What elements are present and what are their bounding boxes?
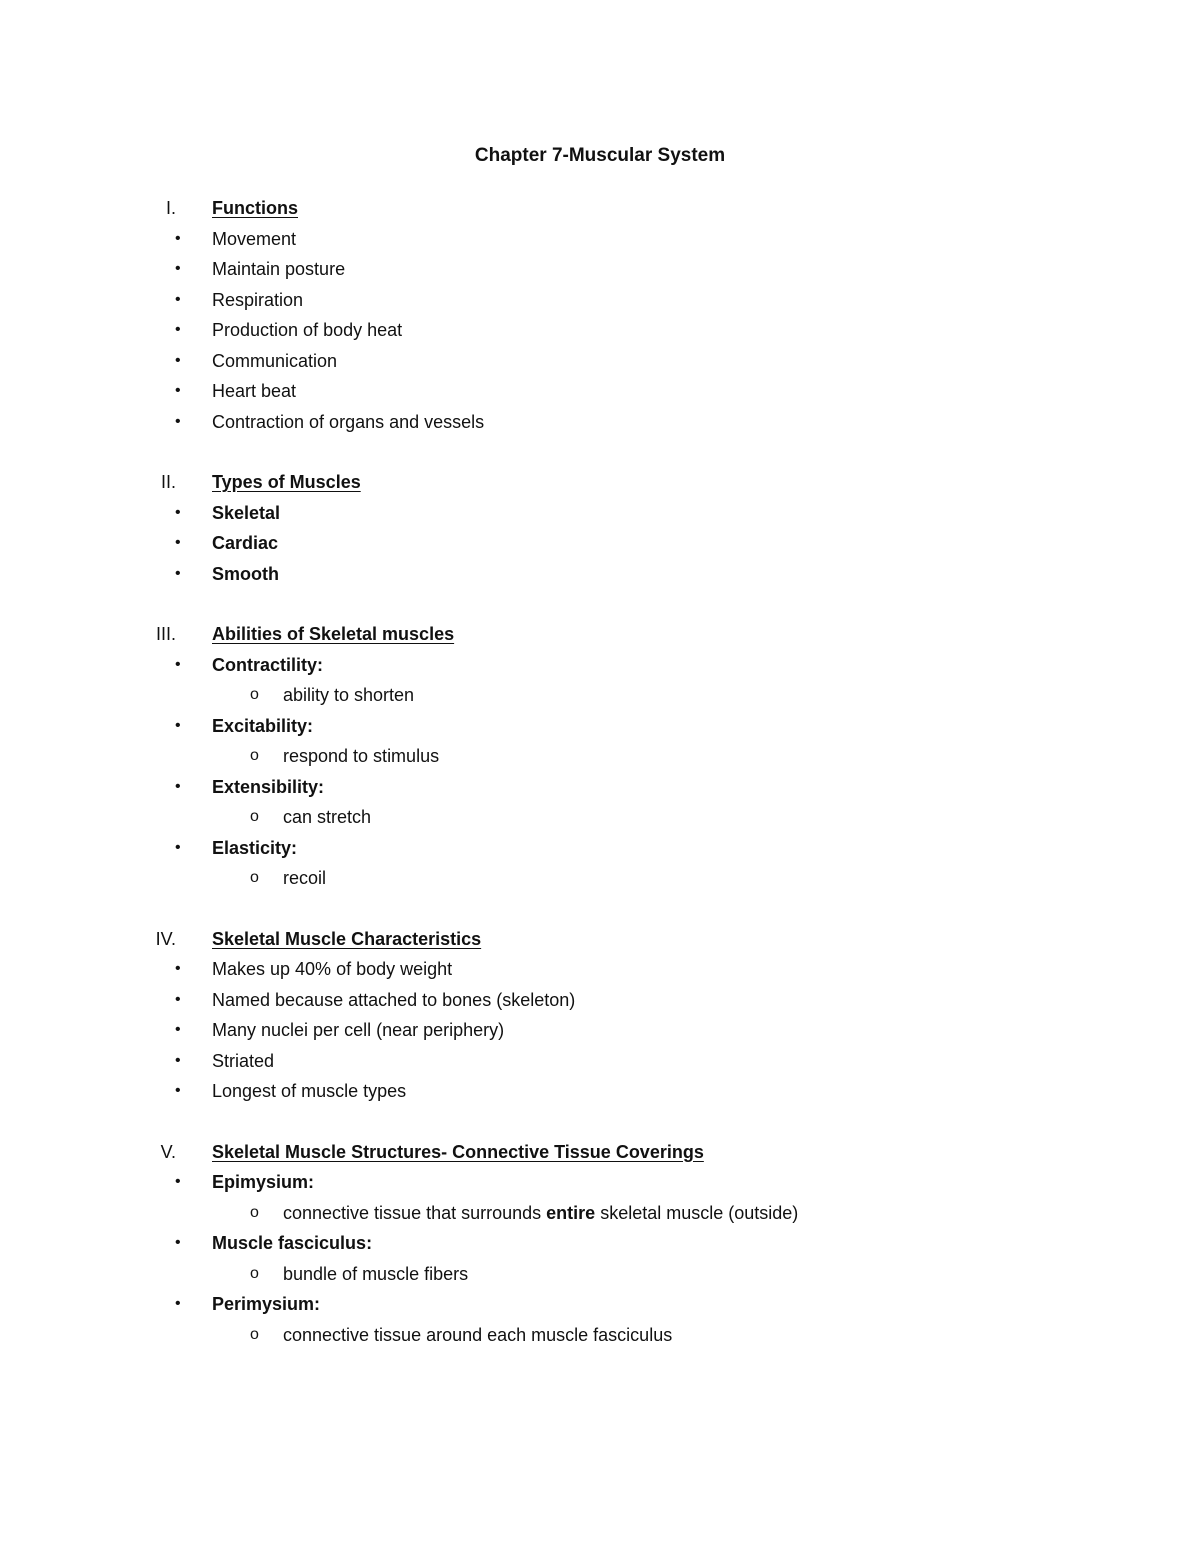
bullet-icon: • [175, 290, 181, 308]
outline-section [0, 467, 1200, 589]
bullet-icon: • [175, 1021, 181, 1038]
list-item-text: Contractility: [212, 654, 324, 675]
bullet-icon: • [175, 655, 181, 673]
bullet-icon: • [175, 564, 181, 582]
list-item [0, 833, 1200, 864]
section-heading-row [0, 619, 1200, 650]
section-heading: Functions [212, 198, 298, 218]
list-item-text: Cardiac [212, 533, 279, 553]
outline-section [0, 1137, 1200, 1351]
list-item-text: Extensibility: [212, 776, 325, 797]
sub-text-part: bundle of muscle fibers [283, 1263, 469, 1284]
sub-list-item-text [283, 1198, 798, 1229]
bullet-icon: • [175, 534, 181, 551]
bullet-icon: • [175, 1234, 181, 1251]
sub-text-part: respond to stimulus [283, 746, 440, 766]
list-item [0, 650, 1200, 681]
section-heading-row [0, 1137, 1200, 1168]
list-item-text: Many nuclei per cell (near periphery) [212, 1020, 505, 1040]
sub-bullet-icon: o [250, 747, 259, 764]
list-item-text: Heart beat [212, 381, 297, 401]
list-item-text: Longest of muscle types [212, 1081, 407, 1101]
list-item [0, 224, 1200, 255]
list-item [0, 711, 1200, 742]
list-item [0, 407, 1200, 438]
list-item [0, 985, 1200, 1016]
section-numeral: IV. [155, 928, 176, 949]
list-item-text: Muscle fasciculus: [212, 1233, 373, 1253]
list-item-text: Smooth [212, 563, 279, 584]
bullet-icon: • [175, 838, 181, 856]
list-item-text: Named because attached to bones (skeleton) [212, 989, 576, 1010]
section-heading-row [0, 193, 1200, 224]
list-item [0, 1015, 1200, 1046]
list-item [0, 315, 1200, 346]
sub-list-item [0, 1198, 1200, 1229]
section-heading-row [0, 467, 1200, 498]
section-heading: Abilities of Skeletal muscles [212, 624, 455, 644]
sub-list-item-text [283, 1320, 672, 1351]
list-item-text: Maintain posture [212, 259, 346, 279]
sub-text-part: ability to shorten [283, 685, 415, 705]
sub-list-item-text [283, 680, 414, 711]
list-item-text: Movement [212, 228, 297, 249]
bullet-icon: • [175, 716, 181, 734]
list-item [0, 1228, 1200, 1259]
section-numeral: II. [160, 472, 176, 492]
list-item-text: Makes up 40% of body weight [212, 959, 453, 979]
sub-text-part: entire [546, 1202, 596, 1223]
list-item [0, 1076, 1200, 1107]
list-item [0, 1167, 1200, 1198]
sub-bullet-icon: o [250, 1325, 259, 1343]
sub-list-item-text [283, 863, 326, 894]
list-item [0, 346, 1200, 377]
sub-list-item [0, 741, 1200, 772]
list-item-text: Epimysium: [212, 1172, 315, 1192]
list-item [0, 528, 1200, 559]
list-item-text: Striated [212, 1050, 275, 1071]
sub-bullet-icon: o [250, 869, 259, 886]
sub-list-item-text [283, 741, 439, 772]
list-item-text: Skeletal [212, 502, 281, 523]
section-numeral: I. [165, 198, 176, 218]
list-item [0, 1046, 1200, 1077]
sub-list-item [0, 1259, 1200, 1290]
list-item-text: Production of body heat [212, 320, 403, 340]
list-item-text: Perimysium: [212, 1294, 321, 1314]
bullet-icon: • [175, 1173, 181, 1190]
sub-list-item [0, 802, 1200, 833]
bullet-icon: • [175, 229, 181, 247]
bullet-icon: • [175, 321, 181, 338]
list-item [0, 254, 1200, 285]
bullet-icon: • [175, 1295, 181, 1312]
list-item [0, 498, 1200, 529]
list-item-text: Communication [212, 350, 338, 371]
bullet-icon: • [175, 777, 181, 795]
sub-list-item [0, 863, 1200, 894]
sub-list-item [0, 680, 1200, 711]
section-numeral: V. [160, 1141, 176, 1162]
section-heading: Skeletal Muscle Characteristics [212, 928, 482, 949]
sub-text-part: skeletal muscle (outside) [595, 1202, 799, 1223]
section-numeral: III. [155, 624, 176, 644]
bullet-icon: • [175, 382, 181, 399]
outline-section [0, 924, 1200, 1107]
sub-bullet-icon: o [250, 686, 259, 703]
list-item [0, 559, 1200, 590]
list-item-text: Contraction of organs and vessels [212, 411, 485, 432]
bullet-icon: • [175, 260, 181, 277]
sub-list-item-text [283, 802, 371, 833]
list-item-text: Respiration [212, 289, 304, 310]
outline-content [0, 193, 1200, 1380]
bullet-icon: • [175, 1051, 181, 1069]
sub-text-part: connective tissue around each muscle fasciculus [283, 1324, 673, 1345]
bullet-icon: • [175, 412, 181, 430]
bullet-icon: • [175, 351, 181, 369]
section-heading: Types of Muscles [212, 472, 361, 492]
sub-list-item-text [283, 1259, 468, 1290]
list-item [0, 285, 1200, 316]
bullet-icon: • [175, 960, 181, 977]
sub-list-item [0, 1320, 1200, 1351]
page-title: Chapter 7-Muscular System [474, 145, 726, 166]
bullet-icon: • [175, 990, 181, 1008]
list-item [0, 954, 1200, 985]
bullet-icon: • [175, 503, 181, 521]
list-item [0, 772, 1200, 803]
section-heading: Skeletal Muscle Structures- Connective Tissue Coverings [212, 1141, 704, 1162]
sub-bullet-icon: o [250, 808, 259, 825]
outline-section [0, 619, 1200, 894]
sub-bullet-icon: o [250, 1264, 259, 1282]
bullet-icon: • [175, 1082, 181, 1099]
sub-text-part: can stretch [283, 807, 372, 827]
section-heading-row [0, 924, 1200, 955]
list-item [0, 1289, 1200, 1320]
list-item-text: Elasticity: [212, 837, 298, 858]
sub-bullet-icon: o [250, 1203, 259, 1221]
list-item [0, 376, 1200, 407]
sub-text-part: recoil [283, 868, 327, 888]
outline-section [0, 193, 1200, 437]
list-item-text: Excitability: [212, 715, 314, 736]
sub-text-part: connective tissue that surrounds [283, 1202, 547, 1223]
